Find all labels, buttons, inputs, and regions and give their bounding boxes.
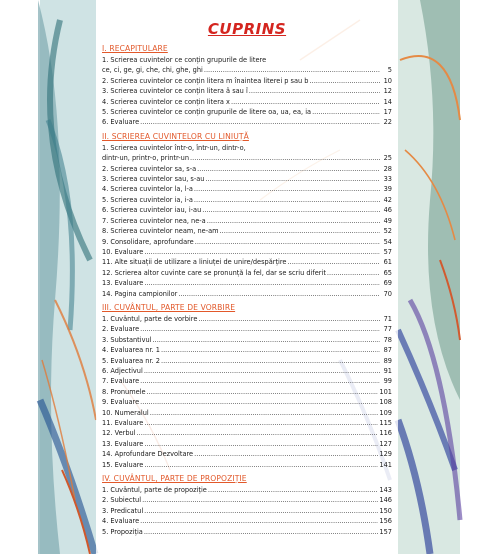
- entry-label: 6. Evaluare: [102, 118, 140, 127]
- toc-entry: [102, 257, 392, 267]
- entry-label: 12. Verbul: [102, 429, 136, 438]
- entry-page-number: 156: [379, 517, 392, 526]
- entry-page-number: 115: [379, 419, 392, 427]
- entry-label: 7. Scrierea cuvintelor nea, ne-a: [102, 216, 206, 225]
- toc-entry: [102, 428, 392, 438]
- table-of-contents: [102, 18, 392, 537]
- toc-entry: [102, 65, 392, 75]
- entry-label: 9. Evaluare: [102, 398, 140, 407]
- toc-entry: [102, 205, 392, 215]
- entry-label: 4. Scrierea cuvintelor la, l-a: [102, 185, 193, 194]
- dot-leader: [144, 366, 380, 376]
- entry-page-number: 116: [379, 429, 392, 438]
- dot-leader: [231, 97, 380, 107]
- toc-entry: [102, 397, 392, 407]
- dot-leader: [137, 428, 379, 438]
- entry-page-number: 150: [379, 506, 392, 515]
- entry-page-number: 10: [383, 76, 392, 85]
- entry-page-number: 101: [379, 387, 392, 396]
- toc-entry: [102, 449, 392, 459]
- section-heading: III. CUVÂNTUL, PARTE DE VORBIRE: [102, 302, 236, 312]
- dot-leader: [161, 345, 380, 355]
- entry-label: dintr-un, printr-o, printr-un: [102, 154, 190, 163]
- toc-entry: [102, 184, 392, 194]
- section-heading: I. RECAPITULARE: [102, 44, 168, 53]
- toc-entry: [102, 366, 392, 376]
- entry-label: 4. Evaluare: [102, 517, 140, 526]
- toc-entry: [102, 356, 392, 366]
- page-title: CUPRINS: [207, 20, 287, 38]
- entry-page-number: 17: [383, 108, 392, 117]
- entry-page-number: 54: [383, 237, 392, 246]
- entry-label: 10. Evaluare: [102, 247, 144, 256]
- dot-leader: [195, 237, 380, 247]
- dot-leader: [144, 527, 379, 537]
- dot-leader: [327, 268, 380, 278]
- dot-leader: [140, 324, 380, 334]
- toc-entry: [102, 55, 392, 65]
- dot-leader: [207, 216, 380, 226]
- toc-entry: [102, 226, 392, 236]
- entry-page-number: 157: [379, 527, 392, 536]
- toc-entry: [102, 247, 392, 257]
- entry-label: 5. Scrierea cuvintelor ce conțin grupurile de litere oa, ua, ea, ia: [102, 108, 312, 117]
- entry-label: 1. Scrierea cuvintelor ce conțin grupurile de litere: [102, 56, 267, 64]
- entry-label: 11. Alte situații de utilizare a liniuței de unire/despărțire: [102, 258, 287, 267]
- entry-page-number: 57: [383, 247, 392, 256]
- dot-leader: [144, 439, 378, 449]
- dot-leader: [147, 387, 379, 397]
- entry-label: 5. Scrierea cuvintelor ia, i-a: [102, 195, 193, 204]
- toc-entry: [102, 516, 392, 526]
- toc-entry: [102, 278, 392, 288]
- dot-leader: [197, 164, 380, 174]
- entry-label: 3. Scrierea cuvintelor ce conțin litera â sau î: [102, 87, 248, 96]
- toc-entry: [102, 418, 392, 428]
- entry-label: 12. Scrierea altor cuvinte care se pronunță la fel, dar se scriu diferit: [102, 268, 326, 277]
- dot-leader: [150, 408, 379, 418]
- entry-page-number: 46: [383, 206, 392, 215]
- dot-leader: [249, 86, 380, 96]
- toc-entry: [102, 86, 392, 96]
- entry-page-number: 14: [383, 97, 392, 106]
- toc-entry: [102, 237, 392, 247]
- entry-label: 8. Scrierea cuvintelor neam, ne-am: [102, 227, 219, 236]
- entry-page-number: 87: [383, 346, 392, 355]
- entry-label: ce, ci, ge, gi, che, chi, ghe, ghi: [102, 66, 203, 75]
- entry-label: 5. Evaluarea nr. 2: [102, 356, 160, 365]
- entry-label: 2. Scrierea cuvintelor sa, s-a: [102, 164, 197, 173]
- entry-page-number: 99: [383, 377, 392, 386]
- toc-entry: [102, 495, 392, 505]
- entry-label: 13. Evaluare: [102, 439, 144, 448]
- entry-page-number: 42: [383, 195, 392, 204]
- entry-label: 3. Substantivul: [102, 335, 152, 344]
- entry-page-number: 65: [383, 268, 392, 277]
- toc-entry: [102, 153, 392, 163]
- entry-page-number: 143: [379, 486, 392, 495]
- dot-leader: [144, 418, 378, 428]
- entry-label: 8. Pronumele: [102, 387, 146, 396]
- entry-page-number: 12: [383, 87, 392, 96]
- dot-leader: [140, 516, 378, 526]
- toc-entry: [102, 289, 392, 299]
- dot-leader: [153, 335, 380, 345]
- dot-leader: [144, 506, 378, 516]
- section-heading: II. SCRIEREA CUVINTELOR CU LINIUȚĂ: [102, 131, 249, 141]
- toc-section: [102, 132, 392, 299]
- dot-leader: [310, 76, 381, 86]
- entry-page-number: 78: [383, 335, 392, 344]
- dot-leader: [288, 257, 381, 267]
- toc-sections: [102, 44, 392, 537]
- toc-section: [102, 303, 392, 470]
- entry-label: 2. Subiectul: [102, 496, 142, 505]
- toc-entry: [102, 324, 392, 334]
- dot-leader: [140, 376, 380, 386]
- entry-label: 15. Evaluare: [102, 460, 144, 469]
- entry-page-number: 141: [379, 460, 392, 469]
- toc-entry: [102, 216, 392, 226]
- toc-section: [102, 44, 392, 128]
- toc-entry: [102, 314, 392, 324]
- entry-label: 13. Evaluare: [102, 279, 144, 288]
- dot-leader: [312, 107, 380, 117]
- entry-label: 1. Cuvântul, parte de vorbire: [102, 314, 198, 323]
- entry-label: 4. Scrierea cuvintelor ce conțin litera x: [102, 97, 230, 106]
- toc-entry: [102, 527, 392, 537]
- entry-page-number: 28: [383, 164, 392, 173]
- entry-page-number: 39: [383, 185, 392, 194]
- entry-page-number: 77: [383, 325, 392, 334]
- dot-leader: [178, 289, 380, 299]
- entry-label: 11. Evaluare: [102, 419, 144, 427]
- entry-label: 10. Numeralul: [102, 408, 149, 417]
- toc-entry: [102, 506, 392, 516]
- toc-entry: [102, 164, 392, 174]
- entry-page-number: 52: [383, 227, 392, 236]
- entry-label: 6. Scrierea cuvintelor iau, i-au: [102, 206, 202, 215]
- entry-label: 5. Propoziția: [102, 527, 143, 536]
- dot-leader: [208, 485, 379, 495]
- dot-leader: [144, 278, 380, 288]
- toc-entry: [102, 485, 392, 495]
- entry-label: 3. Predicatul: [102, 506, 144, 515]
- toc-entry: [102, 335, 392, 345]
- entry-page-number: 69: [383, 279, 392, 288]
- entry-label: 9. Consolidare, aprofundare: [102, 237, 194, 246]
- entry-page-number: 129: [379, 450, 392, 459]
- toc-entry: [102, 107, 392, 117]
- dot-leader: [194, 184, 380, 194]
- toc-entry: [102, 97, 392, 107]
- entry-page-number: 146: [379, 496, 392, 505]
- dot-leader: [190, 153, 380, 163]
- toc-entry: [102, 460, 392, 470]
- dot-leader: [205, 174, 380, 184]
- entry-label: 1. Scrierea cuvintelor într-o, într-un, dintr-o,: [102, 143, 246, 152]
- entry-label: 4. Evaluarea nr. 1: [102, 346, 160, 355]
- entry-page-number: 49: [383, 216, 392, 225]
- dot-leader: [161, 356, 380, 366]
- entry-label: 7. Evaluare: [102, 377, 140, 386]
- dot-leader: [144, 247, 380, 257]
- entry-page-number: 109: [379, 408, 392, 417]
- dot-leader: [140, 397, 378, 407]
- entry-page-number: 89: [383, 356, 392, 365]
- toc-entry: [102, 439, 392, 449]
- entry-page-number: 22: [383, 118, 392, 127]
- entry-label: 3. Scrierea cuvintelor sau, s-au: [102, 175, 205, 184]
- toc-entry: [102, 76, 392, 86]
- entry-page-number: 70: [383, 289, 392, 298]
- dot-leader: [204, 65, 380, 75]
- entry-page-number: 61: [383, 258, 392, 267]
- entry-page-number: 33: [383, 175, 392, 184]
- entry-page-number: 108: [379, 398, 392, 407]
- dot-leader: [202, 205, 380, 215]
- entry-label: 14. Aprofundare Dezvoltare: [102, 450, 194, 459]
- toc-entry: [102, 387, 392, 397]
- entry-label: 6. Adjectivul: [102, 366, 143, 375]
- dot-leader: [140, 117, 380, 127]
- entry-label: 2. Evaluare: [102, 325, 140, 334]
- entry-label: 2. Scrierea cuvintelor ce conțin litera m înaintea literei p sau b: [102, 76, 309, 85]
- dot-leader: [220, 226, 380, 236]
- entry-label: 1. Cuvântul, parte de propoziție: [102, 486, 207, 495]
- toc-entry: [102, 345, 392, 355]
- dot-leader: [194, 195, 380, 205]
- entry-page-number: 127: [379, 439, 392, 448]
- entry-page-number: 5: [387, 66, 392, 75]
- toc-entry: [102, 268, 392, 278]
- entry-label: 14. Pagina campionilor: [102, 289, 178, 298]
- toc-entry: [102, 408, 392, 418]
- toc-entry: [102, 117, 392, 127]
- dot-leader: [142, 495, 378, 505]
- section-heading: IV. CUVÂNTUL, PARTE DE PROPOZIȚIE: [102, 474, 247, 484]
- dot-leader: [194, 449, 378, 459]
- toc-entry: [102, 195, 392, 205]
- dot-leader: [198, 314, 380, 324]
- entry-page-number: 91: [383, 366, 392, 375]
- toc-entry: [102, 376, 392, 386]
- dot-leader: [144, 460, 378, 470]
- toc-entry: [102, 174, 392, 184]
- toc-section: [102, 474, 392, 537]
- entry-page-number: 25: [383, 154, 392, 163]
- toc-entry: [102, 143, 392, 153]
- entry-page-number: 71: [383, 314, 392, 323]
